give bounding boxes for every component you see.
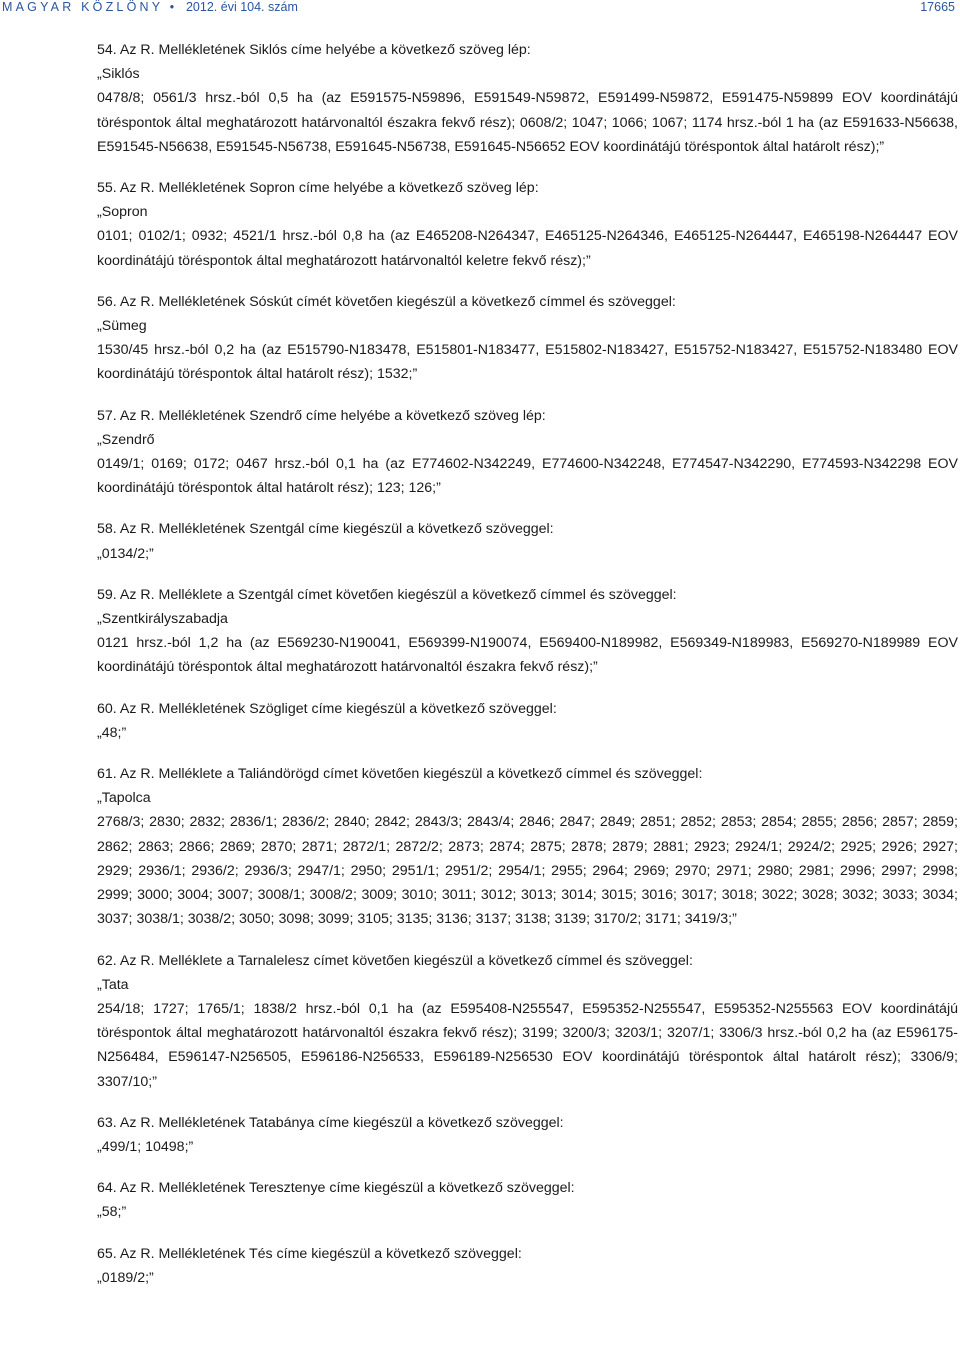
section-body: 0478/8; 0561/3 hrsz.-ból 0,5 ha (az E591575-N59896, E591549-N59872, E591499-N59872, E591475-N59899 EOV koordinátájú töréspontok által meghatározott határvonaltól északra fekvő rész); 0608/2; 1047; 1066; 1067; 1174 hrsz.-ból 1 ha (az E591633-N56638, E591545-N56638, E591545-N56738, E591645-N56738, E591645-N56652 EOV koordinátájú töréspontok által határolt rész);” [97,90,958,155]
settlement-name: „Tapolca [97,790,151,807]
section-heading: 59. Az R. Melléklete a Szentgál címet követően kiegészül a következő címmel és szöveggel: [97,586,677,603]
section-heading: 58. Az R. Mellékletének Szentgál címe kiegészül a következő szöveggel: [97,521,554,538]
settlement-name: „Sopron [97,204,148,221]
section-heading: 62. Az R. Melléklete a Tarnalelesz címet követően kiegészül a következő címmel és szöveggel: [97,952,693,969]
section-body: 0149/1; 0169; 0172; 0467 hrsz.-ból 0,1 ha (az E774602-N342249, E774600-N342248, E774547-N342290, E774593-N342298 EOV koordinátájú töréspontok által határolt rész); 123; 126;” [97,456,958,497]
section-62 [97,949,958,1094]
section-text: „48;” [97,724,127,741]
section-body: 1530/45 hrsz.-ból 0,2 ha (az E515790-N183478, E515801-N183477, E515802-N183427, E515752-N183427, E515752-N183480 EOV koordinátájú töréspontok által határolt rész); 1532;” [97,342,958,383]
page-number: 17665 [920,0,955,14]
settlement-name: „Sümeg [97,318,147,335]
section-63 [97,1111,958,1159]
settlement-name: „Siklós [97,66,140,83]
section-body: 254/18; 1727; 1765/1; 1838/2 hrsz.-ból 0,1 ha (az E595408-N255547, E595352-N255547, E595352-N255563 EOV koordinátájú töréspontok által meghatározott határvonaltól északra fekvő rész); 3199; 3200/3; 3203/1; 3207/1; 3306/3 hrsz.-ból 0,2 ha (az E596175-N256484, E596147-N256505, E596186-N256533, E596189-N256530 EOV koordinátájú töréspontok által határolt rész); 3306/9; 3307/10;” [97,1000,958,1090]
section-61 [97,762,958,931]
section-body: 0121 hrsz.-ból 1,2 ha (az E569230-N190041, E569399-N190074, E569400-N189982, E569349-N189983, E569270-N189989 EOV koordinátájú töréspontok által meghatározott határvonaltól északra fekvő rész);” [97,635,958,676]
section-64 [97,1176,958,1224]
section-59 [97,583,958,680]
section-60 [97,697,958,745]
section-text: „0189/2;” [97,1269,154,1286]
section-heading: 63. Az R. Mellékletének Tatabánya címe kiegészül a következő szöveggel: [97,1114,564,1131]
section-text: „58;” [97,1204,127,1221]
settlement-name: „Szendrő [97,431,155,448]
journal-title: MAGYAR KÖZLÖNY [2,0,164,14]
section-heading: 64. Az R. Mellékletének Teresztenye címe kiegészül a következő szöveggel: [97,1180,575,1197]
running-head [2,0,298,14]
section-57 [97,404,958,501]
settlement-name: „Szentkirályszabadja [97,611,228,628]
section-heading: 65. Az R. Mellékletének Tés címe kiegészül a következő szöveggel: [97,1245,522,1262]
section-body: 0101; 0102/1; 0932; 4521/1 hrsz.-ból 0,8 ha (az E465208-N264347, E465125-N264346, E465125-N264447, E465198-N264447 EOV koordinátájú töréspontok által meghatározott határvonaltól keletre fekvő rész);” [97,228,958,269]
section-text: „0134/2;” [97,545,154,562]
section-58 [97,517,958,565]
document-body [97,38,958,1307]
section-heading: 60. Az R. Mellékletének Szögliget címe kiegészül a következő szöveggel: [97,700,557,717]
section-55 [97,176,958,273]
section-56 [97,290,958,387]
page-header [0,0,960,22]
header-bullet: • [169,0,178,14]
section-heading: 54. Az R. Mellékletének Siklós címe helyébe a következő szöveg lép: [97,42,531,58]
section-heading: 57. Az R. Mellékletének Szendrő címe helyébe a következő szöveg lép: [97,407,546,424]
section-body: 2768/3; 2830; 2832; 2836/1; 2836/2; 2840; 2842; 2843/3; 2843/4; 2846; 2847; 2849; 2851; 2852; 2853; 2854; 2855; 2856; 2857; 2859; 2862; 2863; 2866; 2869; 2870; 2871; 2872/1; 2872/2; 2873; 2874; 2875; 2878; 2879; 2881; 2923; 2924/1; 2924/2; 2925; 2926; 2927; 2929; 2936/1; 2936/2; 2936/3; 2947/1; 2950; 2951/1; 2951/2; 2954/1; 2955; 2964; 2969; 2970; 2971; 2980; 2981; 2996; 2997; 2998; 2999; 3000; 3004; 3007; 3008/1; 3008/2; 3009; 3010; 3011; 3012; 3013; 3014; 3015; 3016; 3017; 3018; 3022; 3028; 3032; 3033; 3034; 3037; 3038/1; 3038/2; 3050; 3098; 3099; 3105; 3135; 3136; 3137; 3138; 3139; 3170/2; 3171; 3419/3;” [97,814,958,928]
section-heading: 55. Az R. Mellékletének Sopron címe helyébe a következő szöveg lép: [97,180,539,197]
issue-info: 2012. évi 104. szám [185,0,298,14]
section-text: „499/1; 10498;” [97,1138,194,1155]
section-54 [97,38,958,159]
section-heading: 61. Az R. Melléklete a Taliándörögd címet követően kiegészül a következő címmel és szöveggel: [97,766,703,783]
section-65 [97,1242,958,1290]
settlement-name: „Tata [97,976,129,993]
section-heading: 56. Az R. Mellékletének Sóskút címét követően kiegészül a következő címmel és szöveggel: [97,293,676,310]
